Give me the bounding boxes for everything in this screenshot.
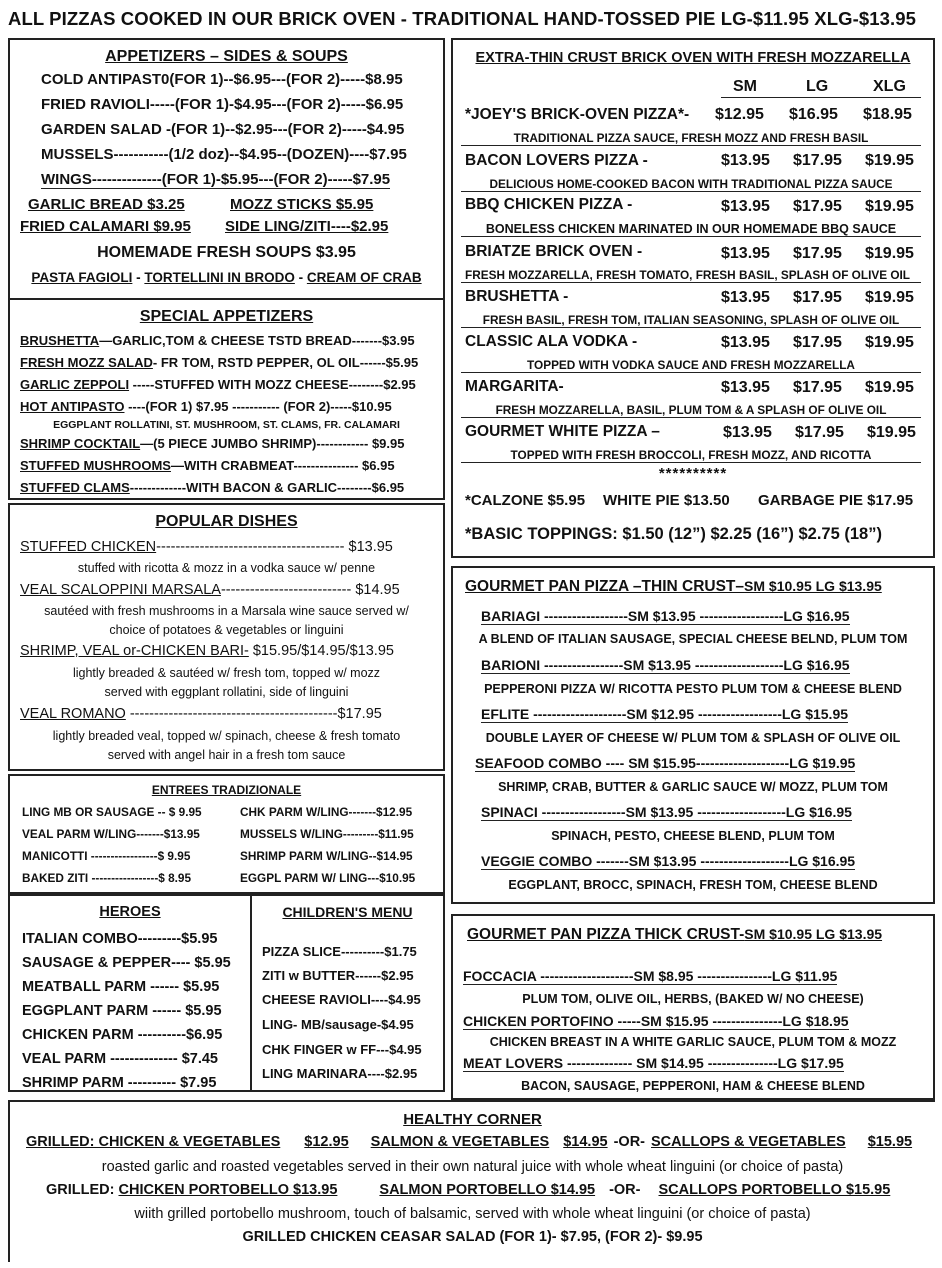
hero-item: ITALIAN COMBO---------$5.95 — [22, 931, 218, 947]
hero-item: MEATBALL PARM ------ $5.95 — [22, 979, 220, 995]
soup-item: TORTELLINI IN BRODO — [144, 270, 295, 285]
pizza-price-lg: $17.95 — [793, 289, 842, 306]
menu-title: ALL PIZZAS COOKED IN OUR BRICK OVEN - TRADITIONAL HAND-TOSSED PIE LG-$11.95 XLG-$13.95 — [8, 8, 917, 29]
popular-dishes-section — [8, 503, 445, 771]
special-appetizer-item: SHRIMP COCKTAIL—(5 PIECE JUMBO SHRIMP)------------ $9.95 — [20, 436, 405, 451]
special-appetizer-item: STUFFED CLAMS-------------WITH BACON & GARLIC--------$6.95 — [20, 480, 405, 495]
pizza-price-sm: $13.95 — [721, 245, 770, 262]
special-appetizer-item: STUFFED MUSHROOMS—WITH CRABMEAT--------------- $6.95 — [20, 458, 395, 473]
soup-item: CREAM OF CRAB — [306, 270, 422, 285]
popular-dish-desc: stuffed with ricotta & mozz in a vodka sauce w/ penne — [77, 561, 376, 575]
hero-item: SAUSAGE & PEPPER---- $5.95 — [22, 955, 231, 971]
soups-heading: HOMEMADE FRESH SOUPS $3.95 — [97, 244, 356, 261]
popular-dish-desc: lightly breaded veal, topped w/ spinach, cheese & fresh tomato — [52, 729, 401, 743]
heroes-heading: HEROES — [99, 904, 161, 920]
entree-item: CHK PARM W/LING-------$12.95 — [240, 805, 413, 819]
pizza-name: CLASSIC ALA VODKA - — [465, 333, 638, 350]
pan-pizza-line: BARIONI -----------------SM $13.95 -------------------LG $16.95 — [481, 657, 850, 673]
pizza-price-lg: $17.95 — [795, 424, 844, 441]
pan-pizza-desc: EGGPLANT, BROCC, SPINACH, FRESH TOM, CHEESE BLEND — [508, 878, 878, 892]
appetizer-item: GARDEN SALAD -(FOR 1)--$2.95---(FOR 2)-----$4.95 — [41, 121, 405, 138]
caesar-salad: GRILLED CHICKEN CEASAR SALAD (FOR 1)- $7.95, (FOR 2)- $9.95 — [242, 1229, 703, 1245]
soup-separator: - — [132, 270, 145, 285]
hero-item: EGGPLANT PARM ------ $5.95 — [22, 1003, 222, 1019]
popular-dishes-heading: POPULAR DISHES — [155, 513, 298, 530]
appetizers-section — [8, 38, 445, 300]
fried-calamari: FRIED CALAMARI $9.95 — [20, 218, 191, 235]
pizza-price-sm: $13.95 — [721, 152, 770, 169]
childrens-item: CHK FINGER w FF---$4.95 — [262, 1042, 422, 1057]
pizza-name: GOURMET WHITE PIZZA – — [465, 423, 660, 440]
hero-item: CHICKEN PARM ----------$6.95 — [22, 1027, 223, 1043]
pizza-name: BRIATZE BRICK OVEN - — [465, 243, 643, 260]
entree-item: EGGPL PARM W/ LING---$10.95 — [240, 871, 416, 885]
pan-pizza-line: EFLITE --------------------SM $12.95 ------------------LG $15.95 — [481, 706, 849, 722]
extra-thin-crust-section — [451, 38, 935, 558]
appetizer-item: COLD ANTIPAST0(FOR 1)--$6.95---(FOR 2)-----$8.95 — [41, 71, 403, 88]
pizza-name: BACON LOVERS PIZZA - — [465, 152, 648, 169]
popular-dish: VEAL ROMANO -------------------------------------------$17.95 — [20, 706, 382, 722]
pan-pizza-line: SPINACI ------------------SM $13.95 -------------------LG $16.95 — [481, 804, 852, 820]
special-appetizer-item: BRUSHETTA—GARLIC,TOM & CHEESE TSTD BREAD-------$3.95 — [20, 333, 415, 348]
special-appetizer-item: HOT ANTIPASTO ----(FOR 1) $7.95 ----------- (FOR 2)-----$10.95 — [20, 399, 392, 414]
appetizer-item: MUSSELS-----------(1/2 doz)--$4.95--(DOZEN)----$7.95 — [41, 146, 407, 163]
healthy-line-2: GRILLED: CHICKEN PORTOBELLO $13.95 SALMON PORTOBELLO $14.95 -OR- SCALLOPS PORTOBELLO $15.95 — [46, 1182, 891, 1198]
pizza-name: BBQ CHICKEN PIZZA - — [465, 196, 633, 213]
size-header-lg: LG — [806, 78, 829, 95]
entree-item: LING MB OR SAUSAGE -- $ 9.95 — [22, 805, 202, 819]
pizza-price-xlg: $19.95 — [865, 198, 914, 215]
basic-toppings-price: *BASIC TOPPINGS: $1.50 (12”) $2.25 (16”) $2.75 (18”) — [465, 525, 882, 543]
healthy-desc-2: wiith grilled portobello mushroom, touch of balsamic, served with whole wheat linguini (or choice of pasta) — [134, 1206, 811, 1222]
entrees-section — [8, 774, 445, 894]
entree-item: BAKED ZITI -----------------$ 8.95 — [22, 871, 192, 885]
pan-pizza-line: MEAT LOVERS -------------- SM $14.95 ---------------LG $17.95 — [463, 1055, 844, 1071]
pizza-desc: FRESH MOZZARELLA, BASIL, PLUM TOM & A SPLASH OF OLIVE OIL — [461, 403, 921, 418]
pizza-desc: FRESH BASIL, FRESH TOM, ITALIAN SEASONING, SPLASH OF OLIVE OIL — [461, 313, 921, 328]
white-pie-price: WHITE PIE $13.50 — [603, 492, 730, 509]
pan-pizza-desc: PEPPERONI PIZZA W/ RICOTTA PESTO PLUM TOM & CHEESE BLEND — [484, 682, 902, 696]
size-header-sm: SM — [733, 78, 757, 95]
pizza-price-xlg: $19.95 — [865, 379, 914, 396]
pizza-price-sm: $13.95 — [721, 379, 770, 396]
pizza-name: *JOEY'S BRICK-OVEN PIZZA*- — [465, 106, 690, 123]
pan-thick-heading: GOURMET PAN PIZZA THICK CRUST-SM $10.95 LG $13.95 — [467, 926, 883, 943]
pizza-price-sm: $13.95 — [721, 334, 770, 351]
pan-pizza-desc: CHICKEN BREAST IN A WHITE GARLIC SAUCE, PLUM TOM & MOZZ — [489, 1035, 897, 1049]
pizza-name: MARGARITA- — [465, 378, 564, 395]
childrens-menu-heading: CHILDREN'S MENU — [282, 904, 413, 920]
garlic-bread: GARLIC BREAD $3.25 — [28, 196, 185, 213]
childrens-item: PIZZA SLICE----------$1.75 — [262, 944, 417, 959]
pan-pizza-line: BARIAGI ------------------SM $13.95 ------------------LG $16.95 — [481, 608, 850, 624]
pizza-desc: FRESH MOZZARELLA, FRESH TOMATO, FRESH BASIL, SPLASH OF OLIVE OIL — [461, 268, 921, 283]
childrens-item: ZITI w BUTTER------$2.95 — [262, 968, 414, 983]
entree-item: MANICOTTI -----------------$ 9.95 — [22, 849, 191, 863]
popular-dish-desc: served with angel hair in a fresh tom sauce — [107, 748, 346, 762]
appetizer-item: FRIED RAVIOLI-----(FOR 1)-$4.95---(FOR 2)-----$6.95 — [41, 96, 404, 113]
size-header-rule — [721, 97, 921, 98]
hero-item: SHRIMP PARM ---------- $7.95 — [22, 1075, 217, 1091]
entrees-heading: ENTREES TRADIZIONALE — [151, 783, 302, 797]
popular-dish-desc: choice of potatoes & vegetables or linguini — [109, 623, 344, 637]
healthy-line-1: GRILLED: CHICKEN & VEGETABLES $12.95 SALMON & VEGETABLES $14.95 -OR- SCALLOPS & VEGETABLES $15.95 — [26, 1134, 913, 1150]
pizza-price-sm: $13.95 — [721, 198, 770, 215]
appetizer-item: WINGS--------------(FOR 1)-$5.95---(FOR 2)-----$7.95 — [41, 171, 391, 188]
calzone-price: *CALZONE $5.95 — [465, 492, 586, 509]
soups-list — [10, 270, 443, 285]
childrens-item: CHEESE RAVIOLI----$4.95 — [262, 992, 421, 1007]
childrens-menu-section — [250, 894, 445, 1092]
soup-item: PASTA FAGIOLI — [31, 270, 133, 285]
pizza-price-lg: $17.95 — [793, 198, 842, 215]
pizza-price-lg: $17.95 — [793, 245, 842, 262]
pizza-price-xlg: $19.95 — [865, 152, 914, 169]
pan-pizza-desc: DOUBLE LAYER OF CHEESE W/ PLUM TOM & SPLASH OF OLIVE OIL — [485, 731, 901, 745]
pan-pizza-desc: SHRIMP, CRAB, BUTTER & GARLIC SAUCE W/ MOZZ, PLUM TOM — [498, 780, 888, 794]
pan-pizza-desc: SPINACH, PESTO, CHEESE BLEND, PLUM TOM — [551, 829, 835, 843]
pizza-price-xlg: $18.95 — [863, 106, 912, 123]
pizza-price-sm: $13.95 — [723, 424, 772, 441]
popular-dish: SHRIMP, VEAL or-CHICKEN BARI- $15.95/$14.95/$13.95 — [20, 643, 394, 659]
special-appetizer-item: GARLIC ZEPPOLI -----STUFFED WITH MOZZ CHEESE--------$2.95 — [20, 377, 416, 392]
pizza-price-xlg: $19.95 — [865, 245, 914, 262]
stars-divider: ********** — [658, 465, 728, 482]
childrens-item: LING- MB/sausage-$4.95 — [262, 1017, 414, 1032]
pan-pizza-line: SEAFOOD COMBO ---- SM $15.95--------------------LG $19.95 — [475, 755, 856, 771]
entree-item: SHRIMP PARM W/LING--$14.95 — [240, 849, 413, 863]
extra-thin-heading: EXTRA-THIN CRUST BRICK OVEN WITH FRESH MOZZARELLA — [475, 50, 911, 66]
pizza-desc: BONELESS CHICKEN MARINATED IN OUR HOMEMADE BBQ SAUCE — [461, 222, 921, 237]
size-header-xlg: XLG — [873, 78, 906, 95]
childrens-item: LING MARINARA----$2.95 — [262, 1066, 418, 1081]
heroes-section — [8, 894, 252, 1092]
healthy-desc-1: roasted garlic and roasted vegetables served in their own natural juice with whole wheat linguini (or choice of pasta) — [101, 1159, 844, 1175]
pizza-name: BRUSHETTA - — [465, 288, 569, 305]
pan-pizza-desc: BACON, SAUSAGE, PEPPERONI, HAM & CHEESE BLEND — [521, 1079, 865, 1093]
entree-item: VEAL PARM W/LING-------$13.95 — [22, 827, 200, 841]
pan-pizza-desc: PLUM TOM, OLIVE OIL, HERBS, (BAKED W/ NO CHEESE) — [522, 992, 864, 1006]
popular-dish: STUFFED CHICKEN--------------------------------------- $13.95 — [20, 539, 393, 555]
pizza-price-xlg: $19.95 — [867, 424, 916, 441]
special-appetizers-section — [8, 298, 445, 500]
pizza-price-lg: $17.95 — [793, 334, 842, 351]
soup-separator: - — [294, 270, 307, 285]
popular-dish-desc: served with eggplant rollatini, side of linguini — [104, 685, 349, 699]
pizza-price-sm: $13.95 — [721, 289, 770, 306]
pan-thin-heading: GOURMET PAN PIZZA –THIN CRUST–SM $10.95 LG $13.95 — [465, 578, 882, 595]
pizza-price-lg: $17.95 — [793, 379, 842, 396]
pan-pizza-line: FOCCACIA --------------------SM $8.95 ----------------LG $11.95 — [463, 968, 838, 984]
pizza-price-xlg: $19.95 — [865, 289, 914, 306]
mozz-sticks: MOZZ STICKS $5.95 — [230, 196, 374, 213]
pan-pizza-line: VEGGIE COMBO -------SM $13.95 -------------------LG $16.95 — [481, 853, 856, 869]
garbage-pie-price: GARBAGE PIE $17.95 — [758, 492, 914, 509]
pizza-price-xlg: $19.95 — [865, 334, 914, 351]
entree-item: MUSSELS W/LING---------$11.95 — [240, 827, 414, 841]
hot-antipasto-desc: EGGPLANT ROLLATINI, ST. MUSHROOM, ST. CLAMS, FR. CALAMARI — [53, 419, 400, 431]
pizza-price-lg: $17.95 — [793, 152, 842, 169]
popular-dish-desc: lightly breaded & sautéed w/ fresh tom, topped w/ mozz — [72, 666, 381, 680]
special-appetizers-heading: SPECIAL APPETIZERS — [139, 308, 314, 325]
appetizers-heading: APPETIZERS – SIDES & SOUPS — [105, 48, 348, 65]
popular-dish-desc: sautéed with fresh mushrooms in a Marsala wine sauce served w/ — [44, 604, 409, 618]
pan-pizza-line: CHICKEN PORTOFINO -----SM $15.95 ---------------LG $18.95 — [463, 1013, 849, 1029]
popular-dish: VEAL SCALOPPINI MARSALA--------------------------- $14.95 — [20, 582, 400, 598]
healthy-corner-section — [8, 1100, 935, 1262]
pizza-desc: DELICIOUS HOME-COOKED BACON WITH TRADITIONAL PIZZA SAUCE — [461, 177, 921, 192]
pizza-price-lg: $16.95 — [789, 106, 838, 123]
hero-item: VEAL PARM -------------- $7.45 — [22, 1051, 218, 1067]
pizza-desc: TOPPED WITH FRESH BROCCOLI, FRESH MOZZ, AND RICOTTA — [461, 448, 921, 463]
pan-pizza-desc: A BLEND OF ITALIAN SAUSAGE, SPECIAL CHEESE BELND, PLUM TOM — [478, 632, 908, 646]
healthy-corner-heading: HEALTHY CORNER — [403, 1111, 542, 1128]
pan-thin-crust-section — [451, 566, 935, 904]
special-appetizer-item: FRESH MOZZ SALAD- FR TOM, RSTD PEPPER, OL OIL------$5.95 — [20, 355, 419, 370]
pan-thick-crust-section — [451, 914, 935, 1100]
pizza-desc: TRADITIONAL PIZZA SAUCE, FRESH MOZZ AND FRESH BASIL — [461, 131, 921, 146]
side-ling-ziti: SIDE LING/ZITI----$2.95 — [225, 218, 389, 235]
pizza-price-sm: $12.95 — [715, 106, 764, 123]
pizza-desc: TOPPED WITH VODKA SAUCE AND FRESH MOZZARELLA — [461, 358, 921, 373]
